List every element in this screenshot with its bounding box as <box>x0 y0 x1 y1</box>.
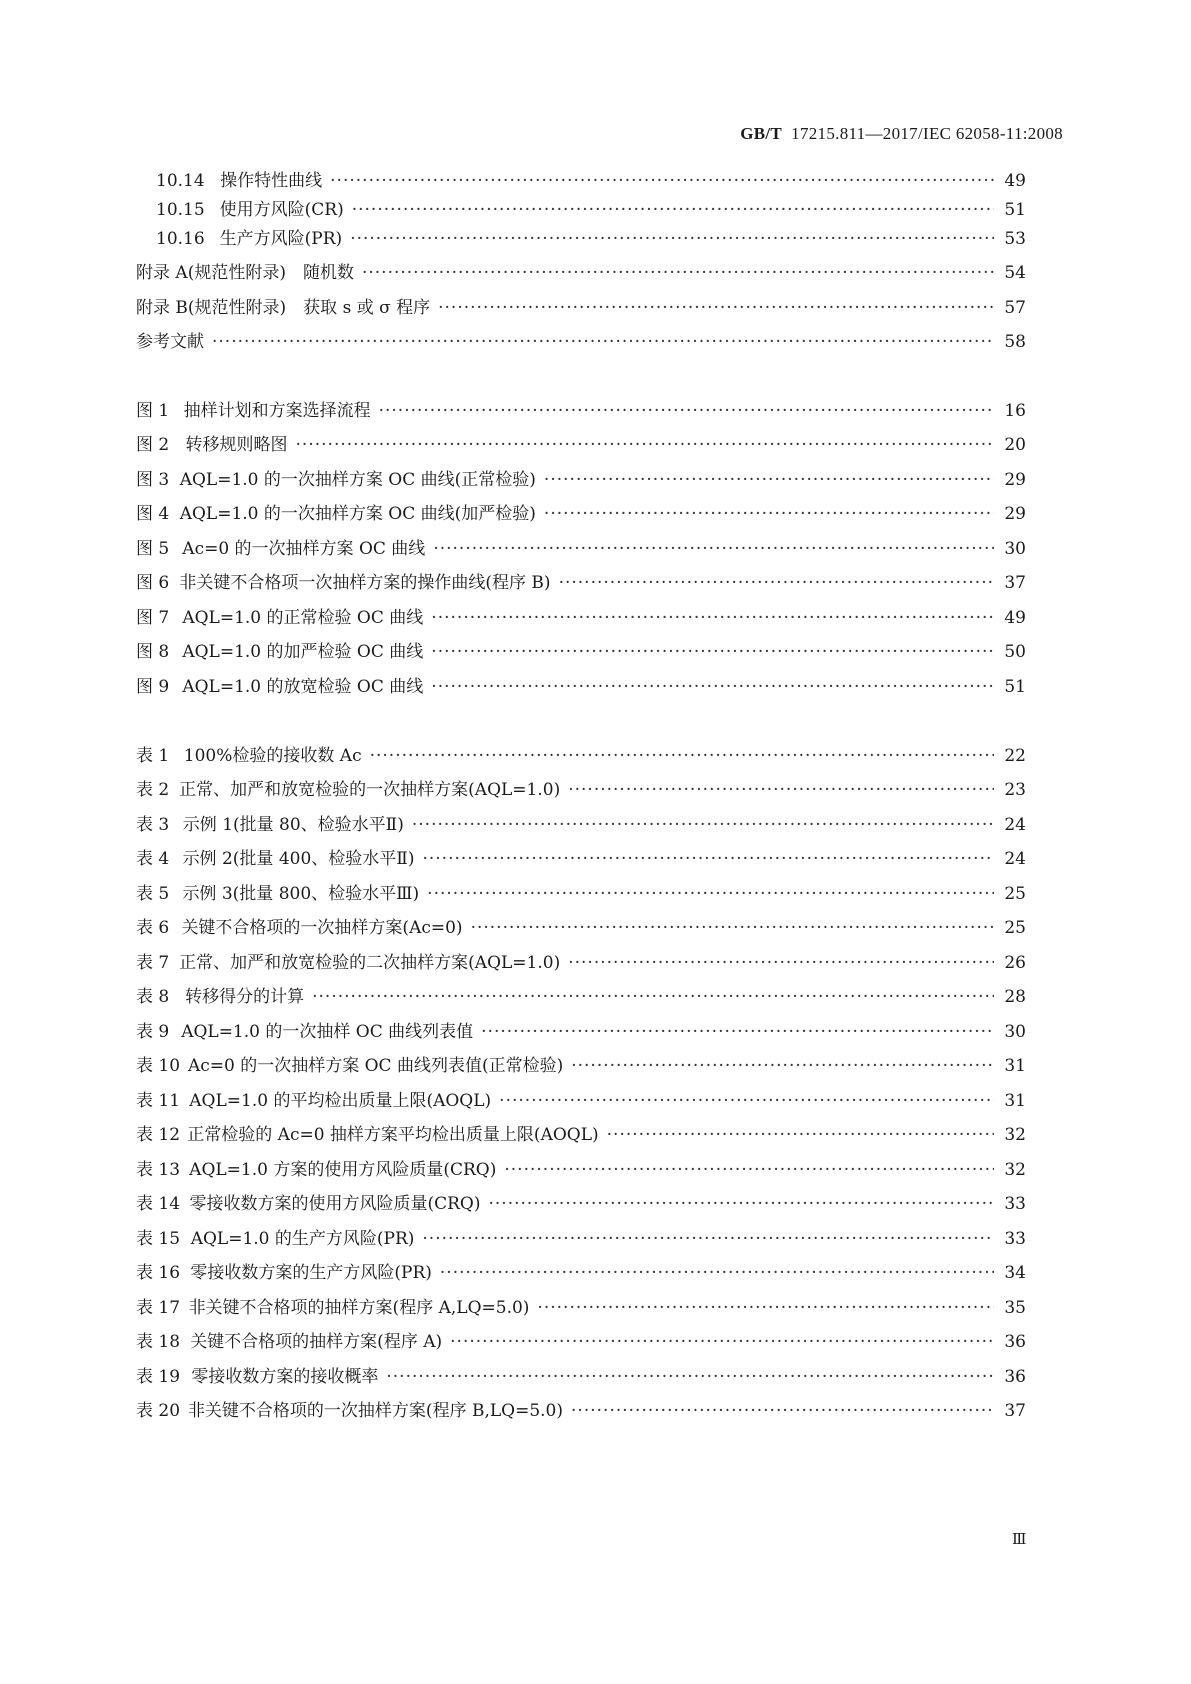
leader-dots <box>422 846 994 872</box>
toc-entry[interactable] <box>136 467 1026 493</box>
toc-entry-number: 10.15 <box>156 200 205 220</box>
toc-entry-title: AQL=1.0 方案的使用方风险质量(CRQ) <box>189 1160 497 1180</box>
toc-entry-number: 表 10 <box>136 1056 181 1076</box>
toc-entry[interactable] <box>136 329 1026 355</box>
toc-entry[interactable] <box>136 639 1026 665</box>
toc-entry-page: 34 <box>1004 1263 1026 1283</box>
toc-entry-page: 54 <box>1004 263 1026 283</box>
toc-entry-title: 示例 2(批量 400、检验水平Ⅱ) <box>182 849 415 869</box>
toc-entry-number: 表 5 <box>136 884 170 904</box>
toc-entry-page: 25 <box>1004 884 1026 904</box>
toc-entry-number: 表 1 <box>136 746 170 766</box>
toc-entry-title: 非关键不合格项的抽样方案(程序 A,LQ=5.0) <box>188 1298 530 1318</box>
toc-entry-number: 表 11 <box>136 1091 181 1111</box>
document-header <box>740 124 1063 144</box>
toc-entry[interactable] <box>136 950 1026 976</box>
toc-entry[interactable] <box>136 1260 1026 1286</box>
toc-entry[interactable] <box>136 1157 1026 1183</box>
toc-entry-page: 53 <box>1004 229 1026 249</box>
leader-dots <box>427 881 994 907</box>
toc-entry-number: 附录 B <box>136 298 188 318</box>
toc-entry[interactable] <box>136 984 1026 1010</box>
toc-entry-page: 50 <box>1004 642 1026 662</box>
toc-entry-title: 关键不合格项的抽样方案(程序 A) <box>190 1332 443 1352</box>
toc-entry-number: 表 2 <box>136 780 170 800</box>
toc-entry-number: 表 9 <box>136 1022 170 1042</box>
leader-dots <box>386 1364 994 1390</box>
leader-dots <box>212 329 994 355</box>
toc-entry-title: 100%检验的接收数 Ac <box>183 746 362 766</box>
toc-entry-title: 生产方风险(PR) <box>219 229 343 249</box>
leader-dots <box>330 168 994 194</box>
toc-entry-page: 36 <box>1004 1367 1026 1387</box>
toc-entry-number: 图 8 <box>136 642 170 662</box>
leader-dots <box>440 1260 994 1286</box>
toc-entry[interactable] <box>136 501 1026 527</box>
toc-entry[interactable] <box>136 570 1026 596</box>
toc-entry-title: Ac=0 的一次抽样方案 OC 曲线列表值(正常检验) <box>187 1056 564 1076</box>
toc-entry[interactable] <box>136 812 1026 838</box>
toc-entry-number: 图 2 <box>136 435 170 455</box>
toc-entry[interactable] <box>136 1019 1026 1045</box>
toc-entry-title: AQL=1.0 的一次抽样方案 OC 曲线(正常检验) <box>179 470 536 490</box>
toc-entry-title: 关键不合格项的一次抽样方案(Ac=0) <box>181 918 463 938</box>
leader-dots <box>568 950 994 976</box>
toc-entry-number: 表 17 <box>136 1298 181 1318</box>
leader-dots <box>412 812 994 838</box>
toc-entry[interactable] <box>136 1364 1026 1390</box>
toc-entry-number: 图 4 <box>136 504 170 524</box>
toc-entry-title: 参考文献 <box>136 332 204 352</box>
toc-entry-page: 37 <box>1004 573 1026 593</box>
toc-entry[interactable] <box>136 605 1026 631</box>
toc-entry-title: (规范性附录) 获取 s 或 σ 程序 <box>187 298 431 318</box>
toc-entry-title: 正常检验的 Ac=0 抽样方案平均检出质量上限(AOQL) <box>187 1125 599 1145</box>
toc-entry[interactable] <box>136 260 1026 286</box>
toc-entry-title: 零接收数方案的接收概率 <box>191 1367 379 1387</box>
toc-entry-page: 26 <box>1004 953 1026 973</box>
toc-entry-title: AQL=1.0 的生产方风险(PR) <box>190 1229 415 1249</box>
toc-entry-page: 32 <box>1004 1160 1026 1180</box>
toc-entry-title: 操作特性曲线 <box>220 171 323 191</box>
toc-entry-number: 图 3 <box>136 470 170 490</box>
toc-entry[interactable] <box>136 777 1026 803</box>
toc-entry[interactable] <box>136 743 1026 769</box>
toc-entry[interactable] <box>136 432 1026 458</box>
toc-entry-number: 表 15 <box>136 1229 181 1249</box>
toc-entry-title: AQL=1.0 的放宽检验 OC 曲线 <box>182 677 424 697</box>
toc-entry-title: 转移得分的计算 <box>185 987 305 1007</box>
toc-entry-title: 零接收数方案的使用方风险质量(CRQ) <box>189 1194 481 1214</box>
leader-dots <box>607 1122 994 1148</box>
leader-dots <box>433 536 994 562</box>
toc-entry-page: 24 <box>1004 815 1026 835</box>
toc-entry-number: 表 14 <box>136 1194 181 1214</box>
toc-entry[interactable] <box>136 1226 1026 1252</box>
toc-entry[interactable] <box>136 674 1026 700</box>
standard-number: 17215.811—2017/IEC 62058-11:2008 <box>791 124 1063 143</box>
toc-entry-page: 29 <box>1004 470 1026 490</box>
leader-dots <box>504 1157 994 1183</box>
toc-entry-title: AQL=1.0 的平均检出质量上限(AOQL) <box>189 1091 492 1111</box>
toc-entry-title: 正常、加严和放宽检验的二次抽样方案(AQL=1.0) <box>179 953 561 973</box>
leader-dots <box>438 295 994 321</box>
toc-entry-title: 正常、加严和放宽检验的一次抽样方案(AQL=1.0) <box>179 780 561 800</box>
toc-entry-number: 图 9 <box>136 677 170 697</box>
toc-entry-number: 图 1 <box>136 401 170 421</box>
toc-entry-page: 51 <box>1004 677 1026 697</box>
leader-dots <box>568 777 994 803</box>
toc-entry-number: 附录 A <box>136 263 188 283</box>
leader-dots <box>471 915 994 941</box>
toc-entry[interactable] <box>136 881 1026 907</box>
toc-entry[interactable] <box>136 1088 1026 1114</box>
toc-entry-number: 表 6 <box>136 918 170 938</box>
leader-dots <box>488 1191 994 1217</box>
toc-entry[interactable] <box>136 1398 1026 1424</box>
toc-entry-title: 使用方风险(CR) <box>219 200 344 220</box>
toc-entry[interactable] <box>136 295 1026 321</box>
toc-entry-page: 58 <box>1004 332 1026 352</box>
toc-entry-page: 49 <box>1004 608 1026 628</box>
toc-entry-title: AQL=1.0 的正常检验 OC 曲线 <box>182 608 424 628</box>
toc-entry-page: 31 <box>1004 1056 1026 1076</box>
toc-entry[interactable] <box>136 536 1026 562</box>
leader-dots <box>450 1329 994 1355</box>
toc-entry-number: 图 6 <box>136 573 170 593</box>
toc-entry-page: 49 <box>1004 171 1026 191</box>
toc-entry-page: 16 <box>1004 401 1026 421</box>
toc-entry-title: (规范性附录) 随机数 <box>187 263 354 283</box>
toc-entry[interactable] <box>136 398 1026 424</box>
standard-code: GB/T <box>740 124 783 143</box>
toc-entry-title: 非关键不合格项一次抽样方案的操作曲线(程序 B) <box>179 573 551 593</box>
leader-dots <box>350 226 994 252</box>
toc-entry-number: 10.16 <box>156 229 205 249</box>
toc-entry-number: 表 20 <box>136 1401 181 1421</box>
toc-entry-number: 表 8 <box>136 987 170 1007</box>
toc-entry-number: 表 16 <box>136 1263 181 1283</box>
toc-entry-page: 24 <box>1004 849 1026 869</box>
toc-entry-page: 30 <box>1004 539 1026 559</box>
toc-entry[interactable] <box>136 1122 1026 1148</box>
toc-entry[interactable] <box>136 1295 1026 1321</box>
toc-entry-number: 10.14 <box>156 171 205 191</box>
toc-entry-title: AQL=1.0 的一次抽样方案 OC 曲线(加严检验) <box>179 504 536 524</box>
toc-entry-page: 57 <box>1004 298 1026 318</box>
toc-entry-page: 51 <box>1004 200 1026 220</box>
leader-dots <box>431 639 994 665</box>
toc-entry-page: 35 <box>1004 1298 1026 1318</box>
leader-dots <box>571 1398 994 1424</box>
toc-entry-number: 表 3 <box>136 815 170 835</box>
toc-entry-page: 25 <box>1004 918 1026 938</box>
toc-entry[interactable] <box>136 1191 1026 1217</box>
leader-dots <box>422 1226 994 1252</box>
toc-entry-number: 表 12 <box>136 1125 181 1145</box>
toc-entry-number: 表 4 <box>136 849 170 869</box>
leader-dots <box>370 743 994 769</box>
leader-dots <box>481 1019 994 1045</box>
toc-entry-number: 表 19 <box>136 1367 181 1387</box>
toc-entry-page: 20 <box>1004 435 1026 455</box>
leader-dots <box>499 1088 994 1114</box>
toc-entry-page: 36 <box>1004 1332 1026 1352</box>
leader-dots <box>431 605 994 631</box>
page-number: Ⅲ <box>1012 1530 1027 1548</box>
toc-entry-page: 29 <box>1004 504 1026 524</box>
toc-entry-title: AQL=1.0 的一次抽样 OC 曲线列表值 <box>181 1022 474 1042</box>
toc-entry[interactable] <box>156 197 1026 223</box>
toc-entry-page: 28 <box>1004 987 1026 1007</box>
toc-entry-number: 表 18 <box>136 1332 181 1352</box>
toc-entry-page: 31 <box>1004 1091 1026 1111</box>
leader-dots <box>379 398 994 424</box>
toc-entry-number: 表 7 <box>136 953 170 973</box>
toc-entry-page: 32 <box>1004 1125 1026 1145</box>
leader-dots <box>571 1053 994 1079</box>
toc-entry[interactable] <box>136 1053 1026 1079</box>
leader-dots <box>544 467 994 493</box>
toc-entry-number: 图 5 <box>136 539 170 559</box>
leader-dots <box>559 570 994 596</box>
toc-entry-page: 33 <box>1004 1229 1026 1249</box>
toc-entry[interactable] <box>156 168 1026 194</box>
toc-entry-title: Ac=0 的一次抽样方案 OC 曲线 <box>182 539 426 559</box>
toc-entry-title: AQL=1.0 的加严检验 OC 曲线 <box>182 642 424 662</box>
toc-entry-page: 22 <box>1004 746 1026 766</box>
leader-dots <box>296 432 994 458</box>
toc-entry[interactable] <box>136 1329 1026 1355</box>
toc-entry-page: 30 <box>1004 1022 1026 1042</box>
leader-dots <box>312 984 994 1010</box>
toc-entry-page: 37 <box>1004 1401 1026 1421</box>
toc-entry-title: 示例 3(批量 800、检验水平Ⅲ) <box>182 884 420 904</box>
leader-dots <box>544 501 994 527</box>
toc-entry[interactable] <box>156 226 1026 252</box>
toc-entry[interactable] <box>136 915 1026 941</box>
leader-dots <box>431 674 994 700</box>
toc-entry-number: 表 13 <box>136 1160 181 1180</box>
toc-entry-title: 抽样计划和方案选择流程 <box>183 401 371 421</box>
toc-entry-title: 非关键不合格项的一次抽样方案(程序 B,LQ=5.0) <box>187 1401 564 1421</box>
leader-dots <box>362 260 994 286</box>
toc-entry-page: 23 <box>1004 780 1026 800</box>
leader-dots <box>537 1295 994 1321</box>
toc-entry[interactable] <box>136 846 1026 872</box>
toc-entry-title: 示例 1(批量 80、检验水平Ⅱ) <box>182 815 404 835</box>
toc-entry-title: 零接收数方案的生产方风险(PR) <box>190 1263 432 1283</box>
toc-entry-number: 图 7 <box>136 608 170 628</box>
toc-entry-page: 33 <box>1004 1194 1026 1214</box>
leader-dots <box>352 197 994 223</box>
toc-entry-title: 转移规则略图 <box>185 435 288 455</box>
